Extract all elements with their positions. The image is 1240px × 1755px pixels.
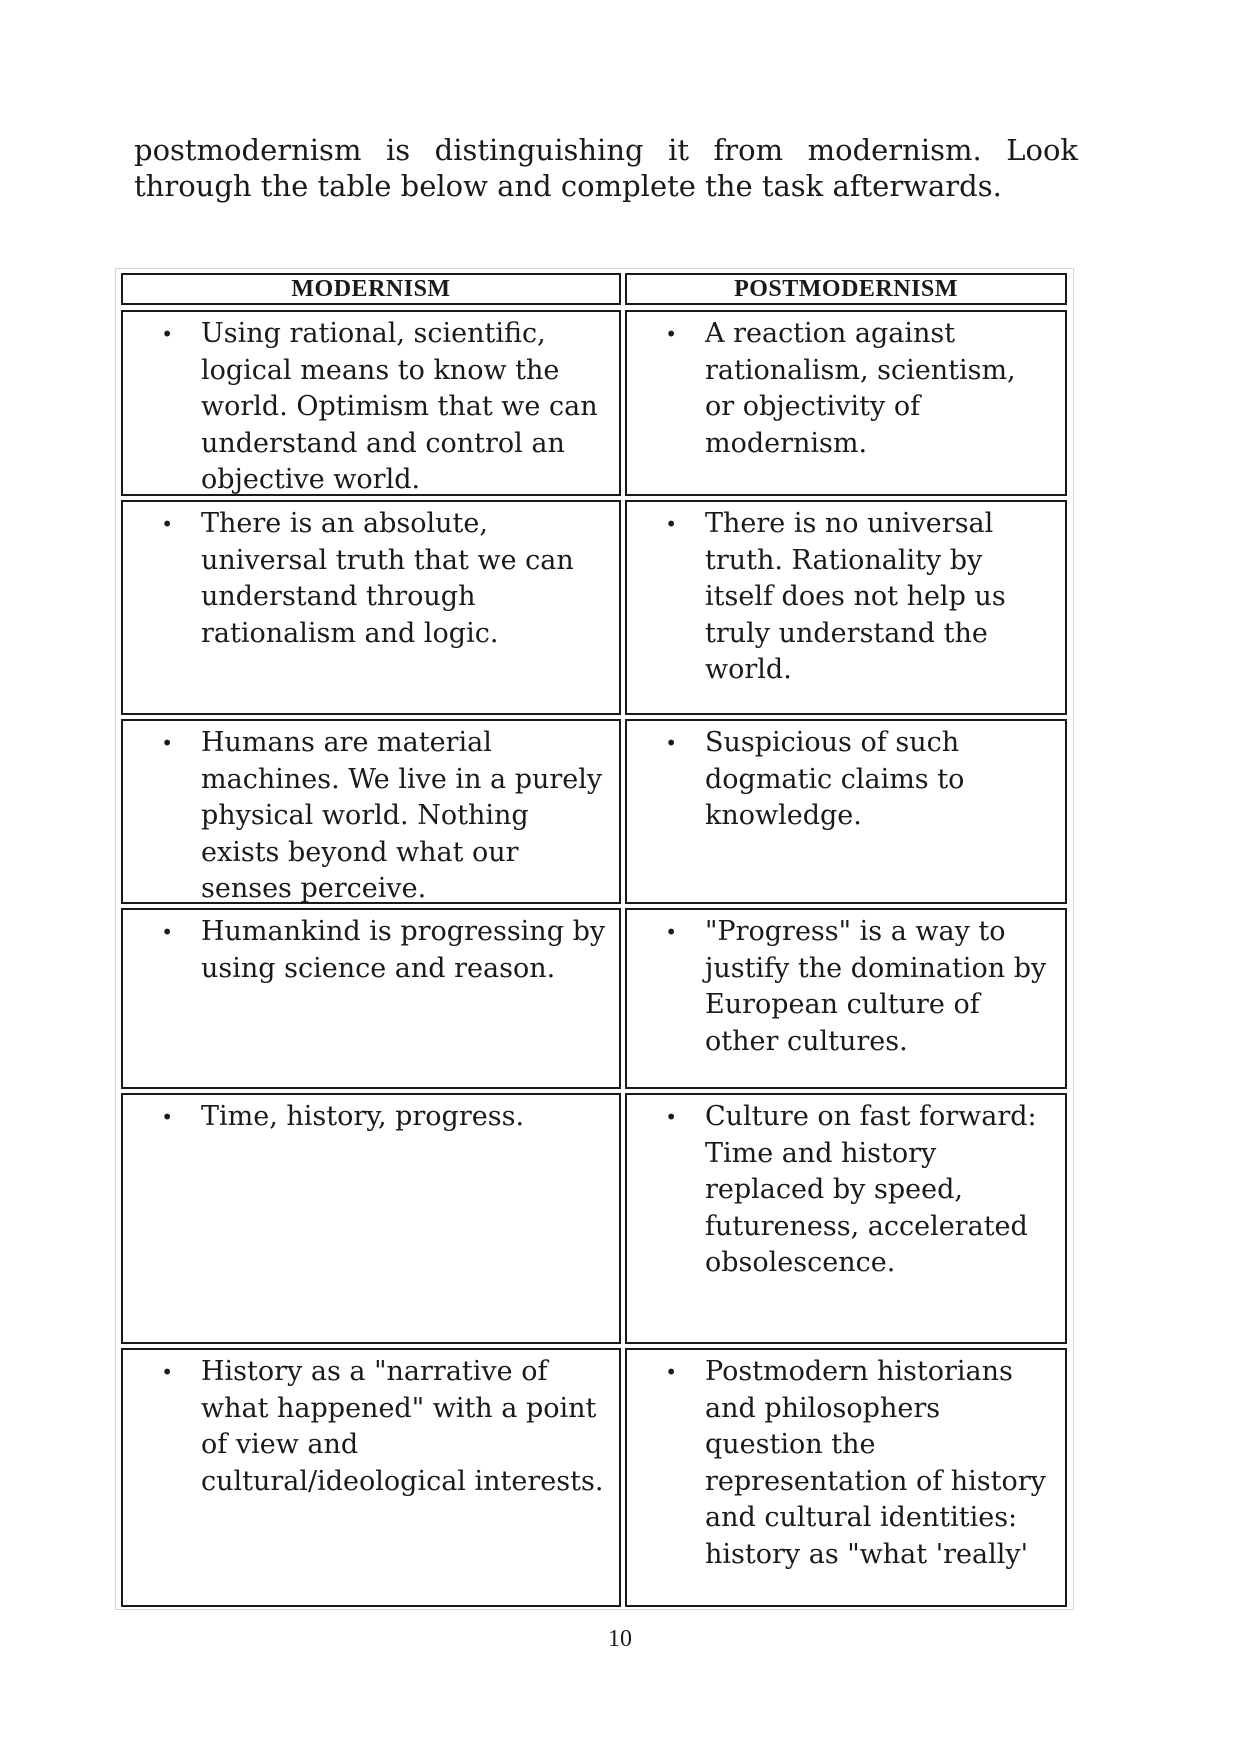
bullet-icon: • bbox=[161, 1360, 173, 1384]
header-modernism-label: MODERNISM bbox=[291, 276, 451, 302]
list-item bbox=[123, 502, 619, 652]
header-modernism bbox=[121, 273, 621, 305]
cell-text: Using rational, scientific, logical means to know the world. Optimism that we can understand and control an objective world. bbox=[201, 318, 598, 495]
cell-text: Time, history, progress. bbox=[201, 1101, 525, 1132]
comparison-table bbox=[115, 268, 1074, 1610]
cell-text: Humans are material machines. We live in a purely physical world. Nothing exists beyond what our senses perceive. bbox=[201, 727, 603, 904]
table-row-2-postmodernism bbox=[625, 500, 1067, 715]
bullet-icon: • bbox=[665, 920, 677, 944]
cell-text: Suspicious of such dogmatic claims to knowledge. bbox=[705, 727, 965, 831]
bullet-icon: • bbox=[665, 512, 677, 536]
cell-text: Culture on fast forward: Time and history replaced by speed, futureness, accelerated obsolescence. bbox=[705, 1101, 1037, 1278]
list-item bbox=[627, 1095, 1065, 1282]
bullet-icon: • bbox=[665, 1105, 677, 1129]
bullet-icon: • bbox=[161, 512, 173, 536]
list-item bbox=[627, 1350, 1065, 1573]
list-item bbox=[627, 910, 1065, 1060]
table-row-1-postmodernism bbox=[625, 310, 1067, 496]
bullet-icon: • bbox=[665, 731, 677, 755]
bullet-icon: • bbox=[161, 322, 173, 346]
table-row-2-modernism bbox=[121, 500, 621, 715]
table-row-4-modernism bbox=[121, 908, 621, 1089]
header-postmodernism-label: POSTMODERNISM bbox=[734, 276, 958, 302]
bullet-icon: • bbox=[665, 1360, 677, 1384]
table-row-6-postmodernism bbox=[625, 1348, 1067, 1607]
page-number: 10 bbox=[608, 1626, 632, 1652]
cell-text: A reaction against rationalism, scientism, or objectivity of modernism. bbox=[705, 318, 1016, 459]
bullet-icon: • bbox=[161, 1105, 173, 1129]
cell-text: "Progress" is a way to justify the domination by European culture of other cultures. bbox=[705, 916, 1047, 1057]
cell-text: Humankind is progressing by using science and reason. bbox=[201, 916, 606, 984]
bullet-icon: • bbox=[161, 920, 173, 944]
table-row-4-postmodernism bbox=[625, 908, 1067, 1089]
list-item bbox=[123, 1350, 619, 1500]
cell-text: There is no universal truth. Rationality by itself does not help us truly understand the world. bbox=[705, 508, 1006, 685]
intro-paragraph: postmodernism is distinguishing it from modernism. Look through the table below and complete the task afterwards. bbox=[134, 133, 1078, 203]
list-item bbox=[123, 721, 619, 908]
list-item bbox=[123, 910, 619, 987]
cell-text: History as a "narrative of what happened" with a point of view and cultural/ideological interests. bbox=[201, 1356, 604, 1497]
cell-text: Postmodern historians and philosophers question the representation of history and cultural identities: history as "what 'really' bbox=[705, 1356, 1046, 1570]
bullet-icon: • bbox=[665, 322, 677, 346]
list-item bbox=[627, 502, 1065, 689]
list-item bbox=[123, 312, 619, 499]
list-item bbox=[123, 1095, 619, 1136]
header-postmodernism bbox=[625, 273, 1067, 305]
bullet-icon: • bbox=[161, 731, 173, 755]
table-row-3-postmodernism bbox=[625, 719, 1067, 904]
list-item bbox=[627, 721, 1065, 835]
cell-text: There is an absolute, universal truth that we can understand through rationalism and logic. bbox=[201, 508, 574, 649]
list-item bbox=[627, 312, 1065, 462]
table-row-1-modernism bbox=[121, 310, 621, 496]
table-row-3-modernism bbox=[121, 719, 621, 904]
table-row-6-modernism bbox=[121, 1348, 621, 1607]
table-row-5-postmodernism bbox=[625, 1093, 1067, 1344]
table-row-5-modernism bbox=[121, 1093, 621, 1344]
